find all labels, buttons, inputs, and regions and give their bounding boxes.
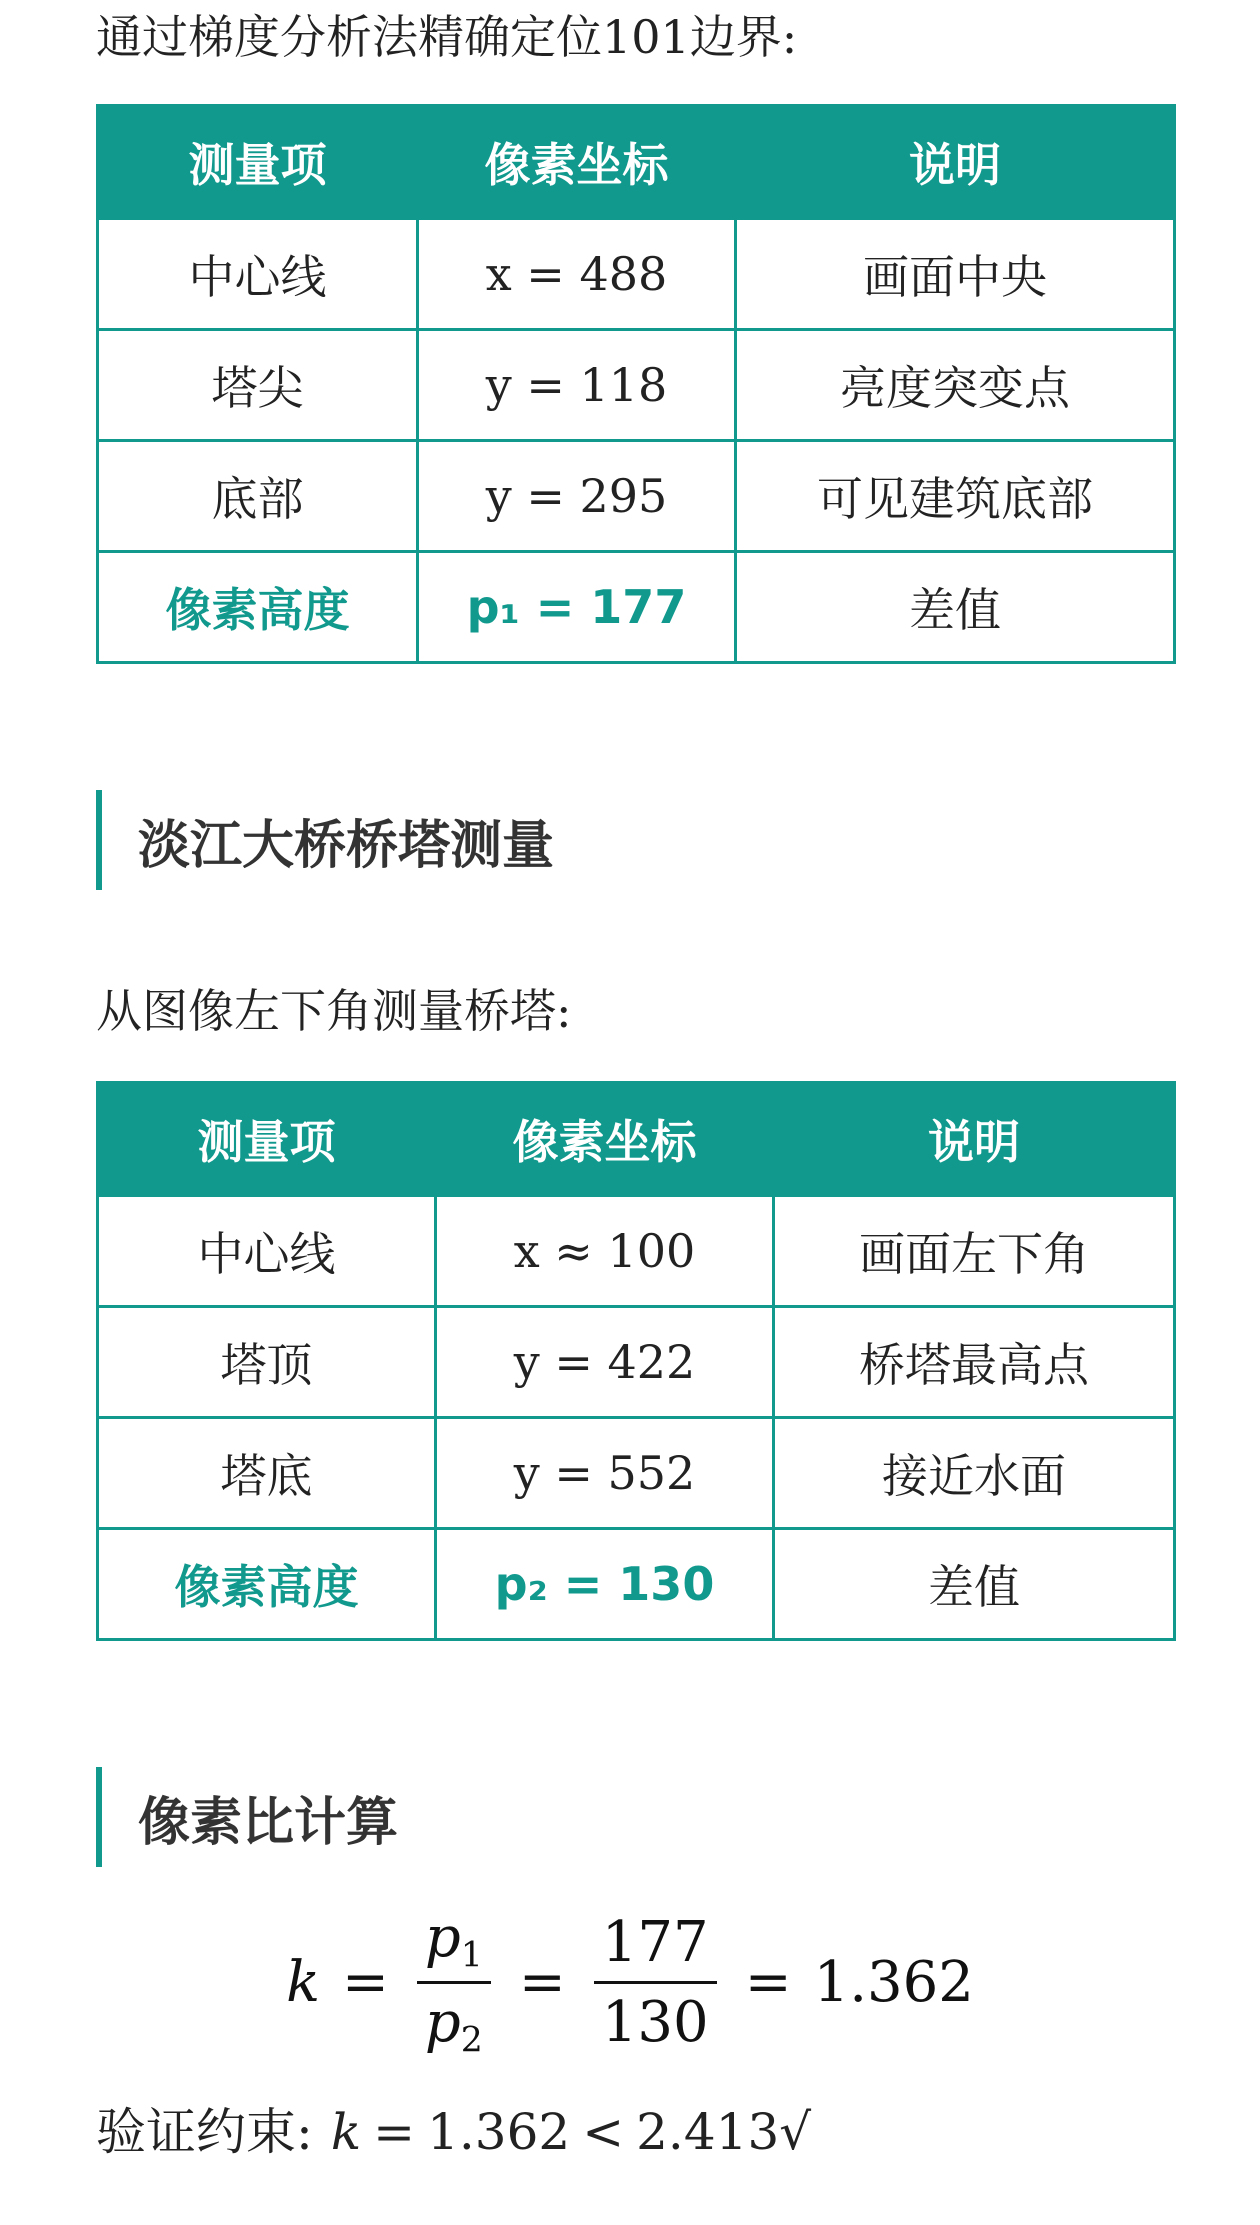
cell-total-description: 差值 <box>736 552 1175 663</box>
cell-description: 桥塔最高点 <box>774 1307 1175 1418</box>
table-101-measurement <box>96 104 1176 664</box>
cell-item: 塔底 <box>98 1418 436 1529</box>
verify-bound: 2.413 <box>636 2103 780 2161</box>
formula-result: 1.362 <box>813 1950 974 2016</box>
fraction-numeric <box>594 1910 717 2055</box>
pixel-ratio-formula <box>0 1905 1260 2061</box>
fraction-symbolic <box>417 1905 491 2061</box>
column-header-item: 测量项 <box>98 1083 436 1196</box>
cell-description: 亮度突变点 <box>736 330 1175 441</box>
formula-equals: = <box>744 1950 792 2016</box>
formula-equals: = <box>518 1950 566 2016</box>
section2-text: 从图像左下角测量桥塔: <box>96 984 572 1038</box>
cell-item: 塔顶 <box>98 1307 436 1418</box>
cell-description: 画面中央 <box>736 219 1175 330</box>
cell-description: 可见建筑底部 <box>736 441 1175 552</box>
verify-label: 验证约束: <box>96 2103 313 2161</box>
fraction-numerator <box>417 1905 491 1981</box>
table-row <box>98 1196 1175 1307</box>
denominator-variable: p <box>424 1990 461 2056</box>
column-header-coordinate: 像素坐标 <box>436 1083 774 1196</box>
cell-total-label: 像素高度 <box>98 552 418 663</box>
table-row <box>98 441 1175 552</box>
check-mark-icon: √ <box>779 2103 812 2161</box>
cell-total-value: p₁ = 177 <box>418 552 736 663</box>
cell-description: 接近水面 <box>774 1418 1175 1529</box>
table-total-row <box>98 552 1175 663</box>
cell-coordinate: x = 488 <box>418 219 736 330</box>
cell-description: 画面左下角 <box>774 1196 1175 1307</box>
table-row <box>98 219 1175 330</box>
column-header-coordinate: 像素坐标 <box>418 106 736 219</box>
cell-total-value: p₂ = 130 <box>436 1529 774 1640</box>
formula-equals: = <box>342 1950 389 2016</box>
column-header-description: 说明 <box>736 106 1175 219</box>
cell-coordinate: y = 552 <box>436 1418 774 1529</box>
cell-item: 塔尖 <box>98 330 418 441</box>
cell-coordinate: x ≈ 100 <box>436 1196 774 1307</box>
table-total-row <box>98 1529 1175 1640</box>
cell-item: 中心线 <box>98 219 418 330</box>
section-heading-bridge-tower: 淡江大桥桥塔测量 <box>96 790 554 890</box>
denominator-subscript: 2 <box>460 2020 483 2061</box>
cell-coordinate: y = 118 <box>418 330 736 441</box>
table-header-row <box>98 106 1175 219</box>
column-header-item: 测量项 <box>98 106 418 219</box>
verification-line <box>96 2092 811 2164</box>
table-row <box>98 1307 1175 1418</box>
formula-lhs: k <box>286 1950 320 2016</box>
verify-value: 1.362 <box>427 2103 571 2161</box>
cell-coordinate: y = 422 <box>436 1307 774 1418</box>
cell-item: 中心线 <box>98 1196 436 1307</box>
verify-less-than: < <box>582 2103 625 2161</box>
verify-math <box>331 2103 811 2161</box>
fraction-denominator-value: 130 <box>594 1981 717 2055</box>
verify-equals: = <box>373 2103 416 2161</box>
fraction-denominator <box>417 1981 491 2060</box>
section-heading-pixel-ratio: 像素比计算 <box>96 1767 398 1867</box>
cell-coordinate: y = 295 <box>418 441 736 552</box>
intro-text: 通过梯度分析法精确定位101边界: <box>96 10 798 64</box>
cell-total-description: 差值 <box>774 1529 1175 1640</box>
table-row <box>98 1418 1175 1529</box>
column-header-description: 说明 <box>774 1083 1175 1196</box>
verify-variable: k <box>330 2103 362 2161</box>
table-row <box>98 330 1175 441</box>
table-bridge-measurement <box>96 1081 1176 1641</box>
cell-item: 底部 <box>98 441 418 552</box>
fraction-numerator-value: 177 <box>601 1910 709 1976</box>
table-header-row <box>98 1083 1175 1196</box>
numerator-variable: p <box>424 1905 461 1970</box>
numerator-subscript: 1 <box>460 1935 483 1976</box>
cell-total-label: 像素高度 <box>98 1529 436 1640</box>
